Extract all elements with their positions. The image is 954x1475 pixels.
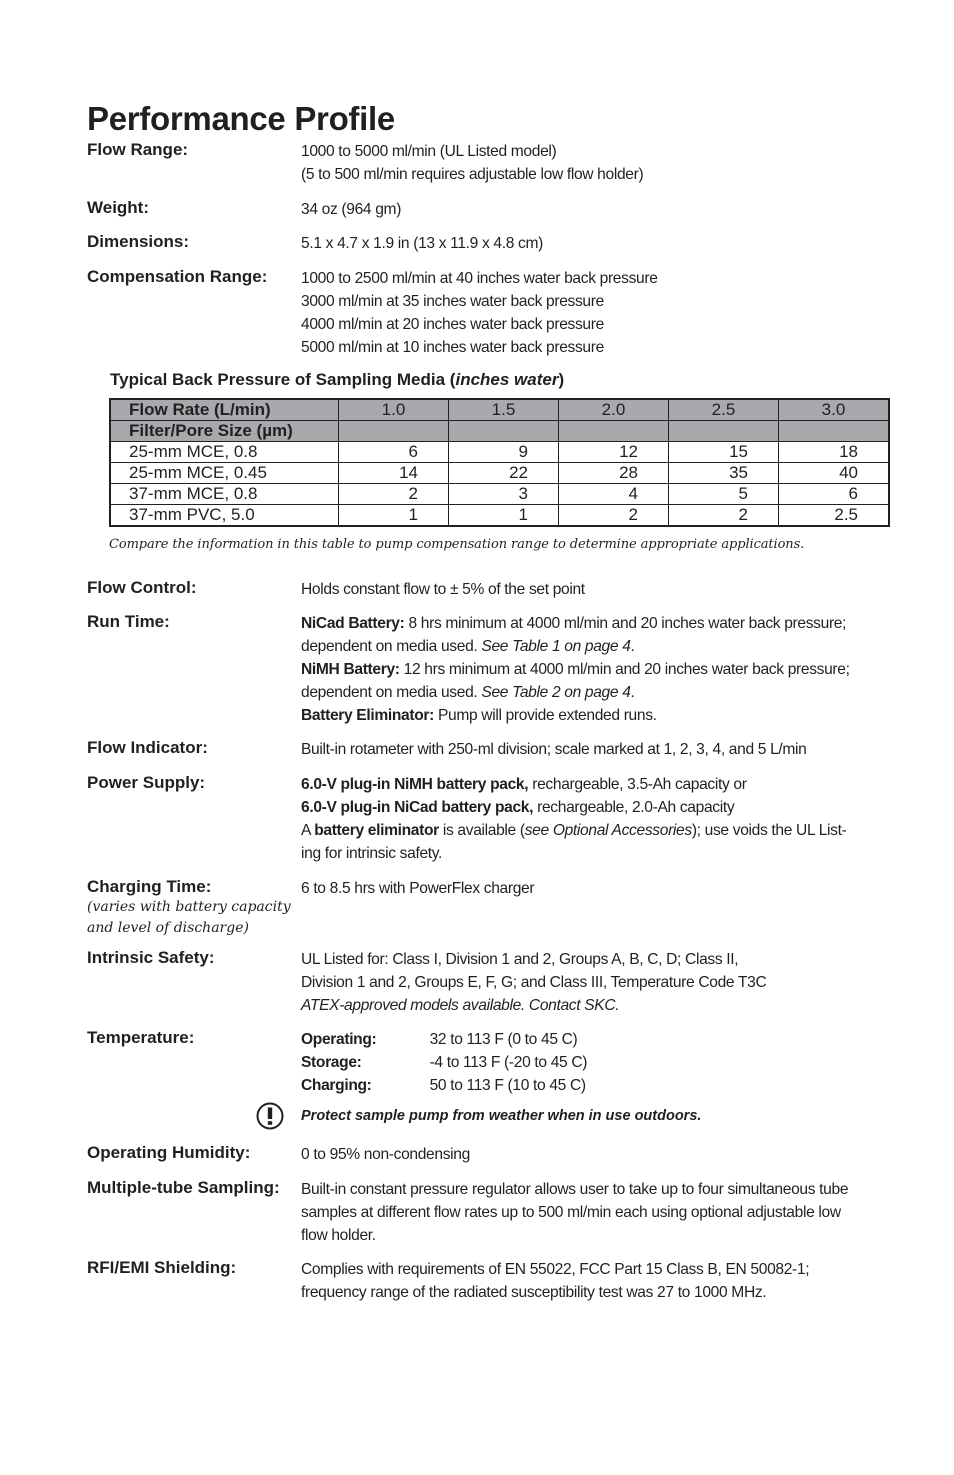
multiple-tube-line: Built-in constant pressure regulator allows user to take up to four simultaneous tube [301,1181,849,1198]
temperature-value [301,1028,866,1097]
page-title: Performance Profile [87,100,395,137]
table-note: Compare the information in this table to pump compensation range to determine appropriate applications. [109,537,805,552]
header-flow-value: 2.5 [669,399,779,421]
eliminator-suffix: ); use voids the UL List- [691,822,847,839]
value-cell: 12 [559,442,669,463]
intrinsic-safety-value [301,948,866,1017]
run-time-value [301,612,866,727]
rfi-emi-line: Complies with requirements of EN 55022, FCC Part 15 Class B, EN 50082-1; [301,1261,810,1278]
eliminator-prefix: A [301,822,315,839]
humidity-label: Operating Humidity: [87,1143,251,1162]
back-pressure-table [109,398,890,527]
run-time-line [301,658,866,681]
nimh-text-2: dependent on media used. [301,684,482,701]
empty-header-cell [449,421,559,442]
value-cell: 14 [339,463,449,484]
eliminator-text: Pump will provide extended runs. [433,707,657,724]
temperature-label: Temperature: [87,1028,195,1047]
temp-name: Charging: [301,1077,372,1094]
multiple-tube-value [301,1178,866,1247]
dimensions-text: 5.1 x 4.7 x 1.9 in (13 x 11.9 x 4.8 cm) [301,235,543,252]
eliminator-mid: is available ( [438,822,525,839]
flow-control-label: Flow Control: [87,578,197,597]
value-cell: 6 [339,442,449,463]
value-cell: 1 [449,505,559,527]
value-cell: 40 [779,463,890,484]
table-row [110,505,889,527]
value-cell: 2 [669,505,779,527]
temp-value: 50 to 113 F (10 to 45 C) [429,1077,586,1094]
flow-indicator-label: Flow Indicator: [87,738,208,757]
filter-cell: 37-mm PVC, 5.0 [110,505,339,527]
table-caption [110,370,564,390]
safety-line: UL Listed for: Class I, Division 1 and 2, Groups A, B, C, D; Class II, [301,951,739,968]
weight-label: Weight: [87,198,150,217]
temperature-grid [301,1028,866,1097]
filter-cell: 37-mm MCE, 0.8 [110,484,339,505]
value-cell: 9 [449,442,559,463]
weather-warning: Protect sample pump from weather when in use outdoors. [301,1108,702,1124]
flow-control-text: Holds constant flow to ± 5% of the set point [301,581,585,598]
value-cell: 22 [449,463,559,484]
header-flow-rate: Flow Rate (L/min) [110,399,339,421]
compensation-line: 1000 to 2500 ml/min at 40 inches water back pressure [301,270,658,287]
header-flow-value: 2.0 [559,399,669,421]
power-supply-value [301,773,866,865]
weight-value [301,198,866,221]
humidity-value [301,1143,866,1166]
nicad-pack-label: 6.0-V plug-in NiCad battery pack, [301,799,534,816]
period: . [630,684,635,701]
temp-name: Storage: [301,1054,362,1071]
power-line: ing for intrinsic safety. [301,845,443,862]
value-cell: 4 [559,484,669,505]
table-subheader-row [110,421,889,442]
nimh-text: 12 hrs minimum at 4000 ml/min and 20 inches water back pressure; [399,661,850,678]
value-cell: 1 [339,505,449,527]
power-supply-label: Power Supply: [87,773,206,792]
multiple-tube-line: flow holder. [301,1227,376,1244]
nicad-text: 8 hrs minimum at 4000 ml/min and 20 inches water back pressure; [404,615,847,632]
safety-line [301,994,866,1017]
table-2-reference: See Table 2 on page 4 [481,684,631,701]
run-time-line [301,681,866,704]
intrinsic-safety-label: Intrinsic Safety: [87,948,215,967]
safety-line: Division 1 and 2, Groups E, F, G; and Class III, Temperature Code T3C [301,974,767,991]
flow-range-line: (5 to 500 ml/min requires adjustable low flow holder) [301,166,644,183]
power-line [301,773,866,796]
rfi-emi-line: frequency range of the radiated susceptibility test was 27 to 1000 MHz. [301,1284,767,1301]
caption-units: inches water [455,370,559,389]
table-row [110,442,889,463]
flow-control-value [301,578,866,601]
value-cell: 15 [669,442,779,463]
compensation-line: 3000 ml/min at 35 inches water back pressure [301,293,604,310]
value-cell: 2.5 [779,505,890,527]
value-cell: 35 [669,463,779,484]
caption-close: ) [558,370,565,389]
filter-cell: 25-mm MCE, 0.8 [110,442,339,463]
table-row [110,484,889,505]
humidity-text: 0 to 95% non-condensing [301,1146,470,1163]
accessories-reference: see Optional Accessories [524,822,692,839]
flow-range-line: 1000 to 5000 ml/min (UL Listed model) [301,143,557,160]
value-cell: 3 [449,484,559,505]
charging-time-text: 6 to 8.5 hrs with PowerFlex charger [301,880,535,897]
power-line [301,796,866,819]
compensation-range-value [301,267,866,359]
temp-value: 32 to 113 F (0 to 45 C) [429,1031,578,1048]
eliminator-bold: battery eliminator [314,822,439,839]
table-header-row [110,399,889,421]
rfi-emi-value [301,1258,866,1304]
empty-header-cell [669,421,779,442]
value-cell: 18 [779,442,890,463]
header-flow-value: 3.0 [779,399,890,421]
atex-note: ATEX-approved models available. Contact SKC. [301,997,620,1014]
weight-text: 34 oz (964 gm) [301,201,402,218]
charging-time-note: (varies with battery capacity [87,899,291,915]
multiple-tube-label: Multiple-tube Sampling: [87,1178,280,1197]
empty-header-cell [339,421,449,442]
warning-icon [256,1102,284,1130]
dimensions-label: Dimensions: [87,232,190,251]
flow-indicator-value [301,738,866,761]
charging-time-label [87,877,291,939]
eliminator-label: Battery Eliminator: [301,707,434,724]
run-time-line [301,612,866,635]
value-cell: 5 [669,484,779,505]
charging-time-value [301,877,866,900]
run-time-label: Run Time: [87,612,170,631]
compensation-line: 5000 ml/min at 10 inches water back pressure [301,339,604,356]
compensation-line: 4000 ml/min at 20 inches water back pressure [301,316,604,333]
table-row [110,463,889,484]
charging-time-title: Charging Time: [87,877,212,896]
header-flow-value: 1.5 [449,399,559,421]
charging-time-note: and level of discharge) [87,920,249,936]
period: . [630,638,635,655]
nimh-pack-label: 6.0-V plug-in NiMH battery pack, [301,776,529,793]
nimh-label: NiMH Battery: [301,661,400,678]
filter-cell: 25-mm MCE, 0.45 [110,463,339,484]
flow-range-value [301,140,866,186]
power-line [301,819,866,842]
nicad-text-2: dependent on media used. [301,638,482,655]
empty-header-cell [559,421,669,442]
rfi-emi-label: RFI/EMI Shielding: [87,1258,237,1277]
dimensions-value [301,232,866,255]
header-flow-value: 1.0 [339,399,449,421]
run-time-line [301,704,866,727]
flow-indicator-text: Built-in rotameter with 250-ml division; scale marked at 1, 2, 3, 4, and 5 L/min [301,741,807,758]
run-time-line [301,635,866,658]
nicad-label: NiCad Battery: [301,615,405,632]
temp-value: -4 to 113 F (-20 to 45 C) [429,1054,588,1071]
value-cell: 2 [339,484,449,505]
caption-text: Typical Back Pressure of Sampling Media ( [110,370,456,389]
value-cell: 28 [559,463,669,484]
flow-range-label: Flow Range: [87,140,189,159]
nimh-pack-text: rechargeable, 3.5-Ah capacity or [528,776,747,793]
value-cell: 6 [779,484,890,505]
multiple-tube-line: samples at different flow rates up to 500 ml/min each using optional adjustable low [301,1204,841,1221]
header-filter-size: Filter/Pore Size (µm) [110,421,339,442]
table-1-reference: See Table 1 on page 4 [481,638,631,655]
nicad-pack-text: rechargeable, 2.0-Ah capacity [533,799,735,816]
compensation-range-label: Compensation Range: [87,267,268,286]
temp-name: Operating: [301,1031,377,1048]
empty-header-cell [779,421,890,442]
value-cell: 2 [559,505,669,527]
